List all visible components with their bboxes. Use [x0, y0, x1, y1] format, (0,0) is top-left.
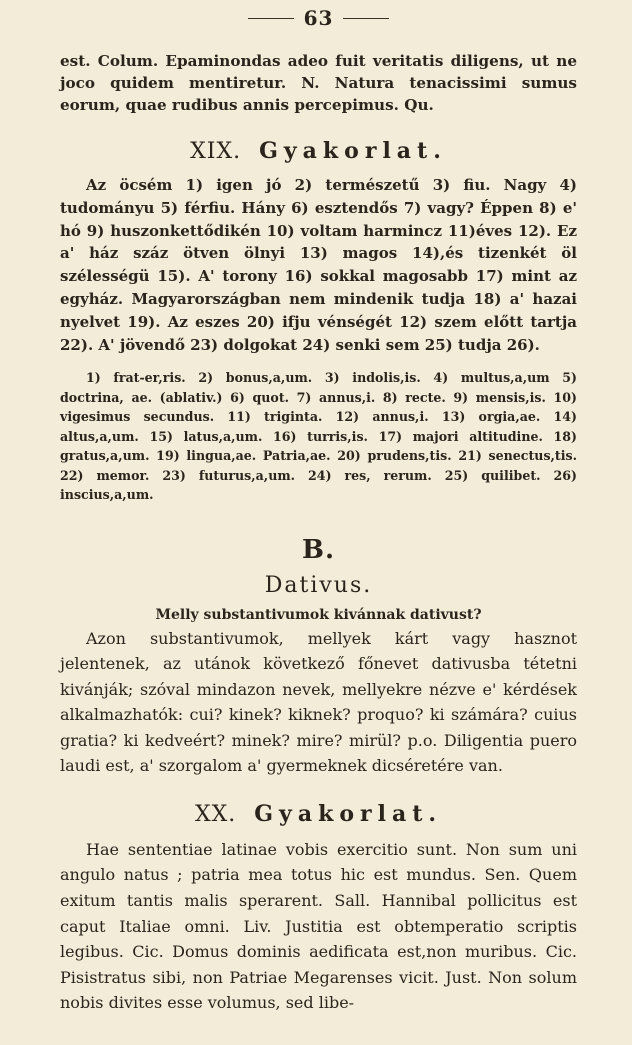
part-question: Melly substantivumok kivánnak dativust?: [155, 606, 482, 623]
exercise-text: Az öcsém 1) igen jó 2) természetű 3) fiu. Nagy 4) tudományu 5) férfiu. Hány 6) esztendős 7) vagy? Éppen 8) e' hó 9) huszonkettődikén 10) voltam harmincz 11)éves 12). Ez a' ház száz ötven ölnyi 13) magos 14),és tizenkét öl szélességü 15). A' torony 16) sokkal magosabb 17) mint az egyház. Magyarországban nem mindenik tudja 18) a' hazai nyelvet 19). Az eszes 20) ifju vénségét 12) szem előtt tartja 22). A' jövendő 23) dolgokat 24) senki sem 25) tudja 26).: [60, 176, 577, 354]
page-number: 63: [303, 6, 334, 30]
part-title: Dativus.: [264, 572, 373, 598]
header-rule-left: [248, 18, 294, 19]
vocabulary-notes: 1) frat-er,ris. 2) bonus,a,um. 3) indolis,is. 4) multus,a,um 5) doctrina, ae. (ablativ.) 6) quot. 7) annus,i. 8) recte. 9) mensis,is. 10) vigesimus secundus. 11) triginta. 12) annus,i. 13) orgia,ae. 14) altus,a,um. 15) latus,a,um. 16) turris,is. 17) majori altitudine. 18) gratus,a,um. 19) lingua,ae. Patria,ae. 20) prudens,tis. 21) senectus,tis. 22) memor. 23) futurus,a,um. 24) res, rerum. 25) quilibet. 26) inscius,a,um.: [60, 370, 577, 503]
section-heading-xx: [60, 801, 577, 827]
section-number: XIX.: [190, 139, 242, 164]
grammar-explanation: Azon substantivumok, mellyek kárt vagy hasznot jelentenek, az utánok következő főnevet dativusba tétetni kivánják; szóval mindazon nevek, mellyekre nézve e' kérdések alkalmazhatók: cui? kinek? kiknek? proquo? ki számára? cuius gratia? ki kedveért? minek? mire? mirül? p.o. Diligentia puero laudi est, a' szorgalom a' gyermeknek dicséretére van.: [60, 628, 577, 776]
section-title: Gyakorlat.: [254, 800, 443, 827]
intro-paragraph: est. Colum. Epaminondas adeo fuit veritatis diligens, ut ne joco quidem mentiretur. N. Natura tenacissimi sumus eorum, quae rudibus annis percepimus. Qu.: [60, 52, 577, 114]
section-number: XX.: [194, 801, 237, 827]
header-rule-right: [343, 18, 389, 19]
section-title: Gyakorlat.: [259, 138, 447, 164]
part-letter: B.: [301, 534, 336, 565]
section-heading-xix: [60, 138, 577, 164]
page-header: [60, 0, 577, 32]
latin-exercise-text: Hae sententiae latinae vobis exercitio sunt. Non sum uni angulo natus ; patria mea totus hic est mundus. Sen. Quem exitum tantis malis sperarent. Sall. Hannibal pollicitus est caput Italiae omni. Liv. Justitia est obtemperatio scriptis legibus. Cic. Domus dominis aedificata est,non muribus. Cic. Pisistratus sibi, non Patriae Megarenses vicit. Just. Non solum nobis divites esse volumus, sed libe-: [60, 839, 577, 1013]
